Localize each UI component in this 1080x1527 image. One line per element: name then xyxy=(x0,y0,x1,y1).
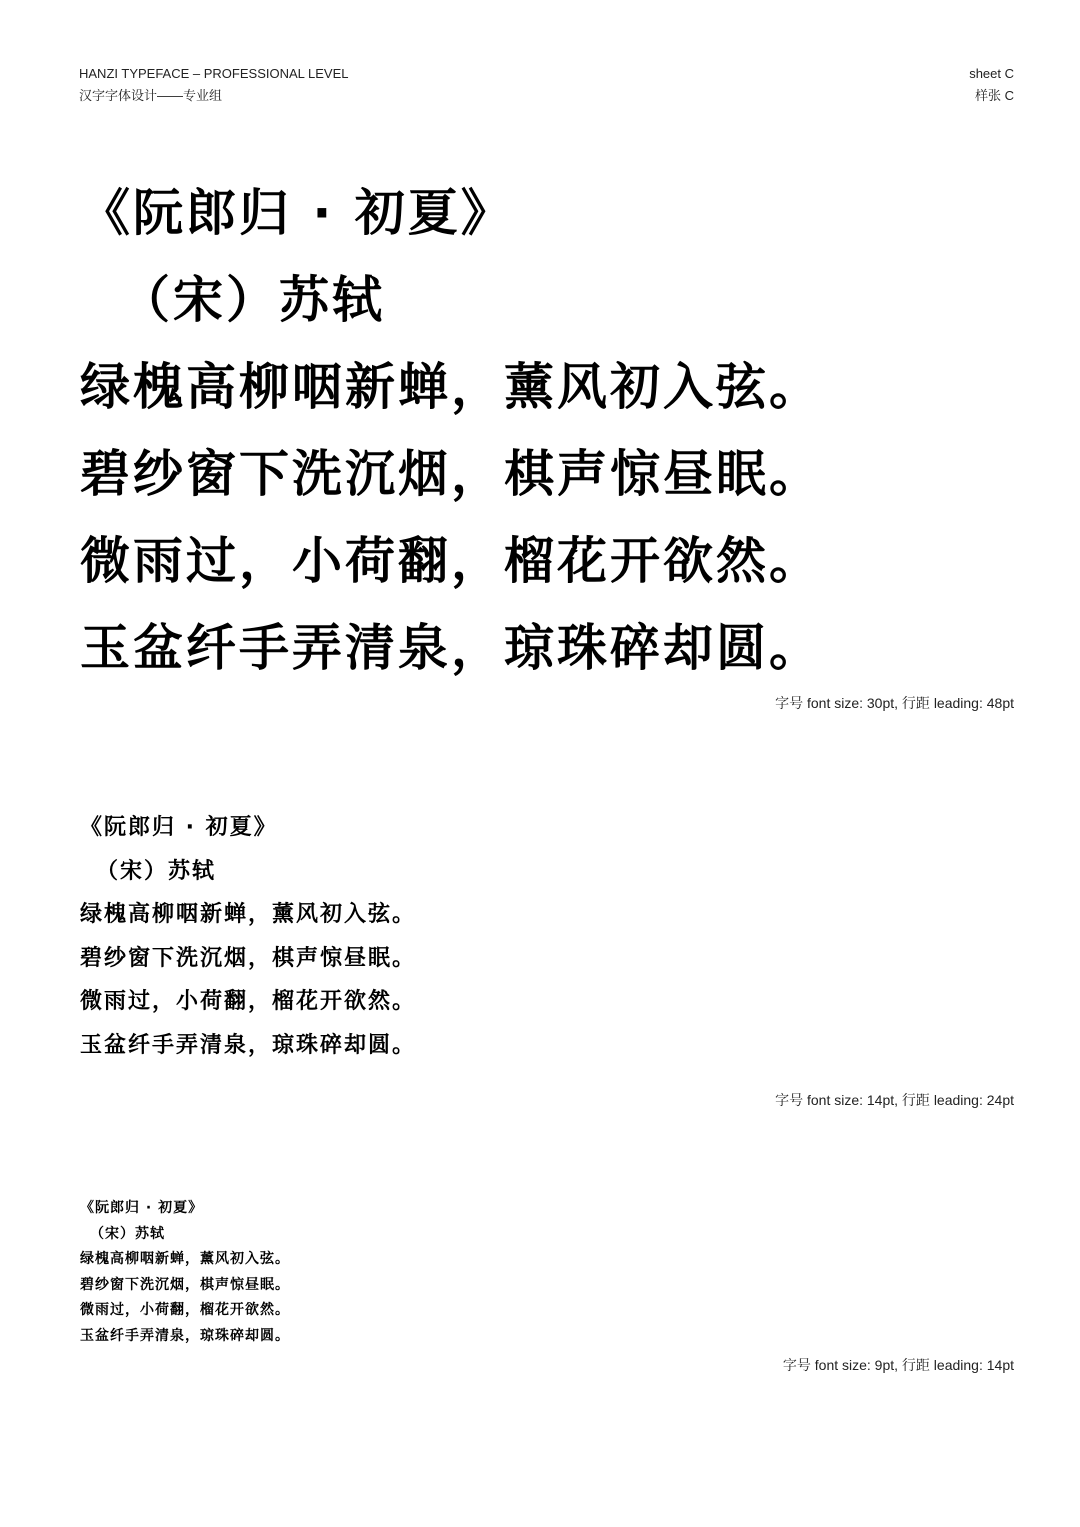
poem-line: 绿槐高柳咽新蝉，薰风初入弦。 xyxy=(80,902,417,927)
poem-author: （宋）苏轼 xyxy=(120,271,385,329)
poem-author: （宋）苏轼 xyxy=(96,858,217,884)
poem-line: 绿槐高柳咽新蝉，薰风初入弦。 xyxy=(80,358,822,416)
poem-line: 微雨过，小荷翻，榴花开欲然。 xyxy=(80,1302,290,1318)
poem-line: 碧纱窗下洗沉烟，棋声惊昼眠。 xyxy=(80,945,417,971)
sample-block-medium xyxy=(80,806,416,1067)
spec-caption-small: 字号 font size: 9pt, 行距 leading: 14pt xyxy=(782,1357,1014,1373)
header-left xyxy=(79,63,348,107)
poem-title: 《阮郎归 · 初夏》 xyxy=(80,815,278,840)
poem-title: 《阮郎归 · 初夏》 xyxy=(80,184,514,242)
sample-block-large xyxy=(80,170,822,692)
poem-line: 玉盆纤手弄清泉，琼珠碎却圆。 xyxy=(80,619,822,677)
header-right xyxy=(969,63,1014,107)
poem-line: 绿槐高柳咽新蝉，薰风初入弦。 xyxy=(80,1251,290,1267)
sample-block-small xyxy=(80,1196,290,1349)
spec-caption-medium: 字号 font size: 14pt, 行距 leading: 24pt xyxy=(775,1092,1014,1108)
spec-caption-large: 字号 font size: 30pt, 行距 leading: 48pt xyxy=(775,695,1014,711)
poem-line: 微雨过，小荷翻，榴花开欲然。 xyxy=(80,989,417,1014)
header-title-zh: 汉字字体设计——专业组 xyxy=(79,88,223,103)
poem-line: 玉盆纤手弄清泉，琼珠碎却圆。 xyxy=(80,1032,417,1058)
header-title-en: HANZI TYPEFACE – PROFESSIONAL LEVEL xyxy=(79,66,349,81)
poem-line: 微雨过，小荷翻，榴花开欲然。 xyxy=(80,532,822,590)
poem-line: 玉盆纤手弄清泉，琼珠碎却圆。 xyxy=(80,1327,290,1344)
poem-line: 碧纱窗下洗沉烟，棋声惊昼眠。 xyxy=(80,445,822,503)
poem-author: （宋）苏轼 xyxy=(90,1225,165,1242)
poem-line: 碧纱窗下洗沉烟，棋声惊昼眠。 xyxy=(80,1276,290,1293)
sheet-label-en: sheet C xyxy=(969,66,1014,81)
poem-title: 《阮郎归 · 初夏》 xyxy=(80,1200,204,1216)
sheet-label-zh: 样张 C xyxy=(974,88,1014,103)
